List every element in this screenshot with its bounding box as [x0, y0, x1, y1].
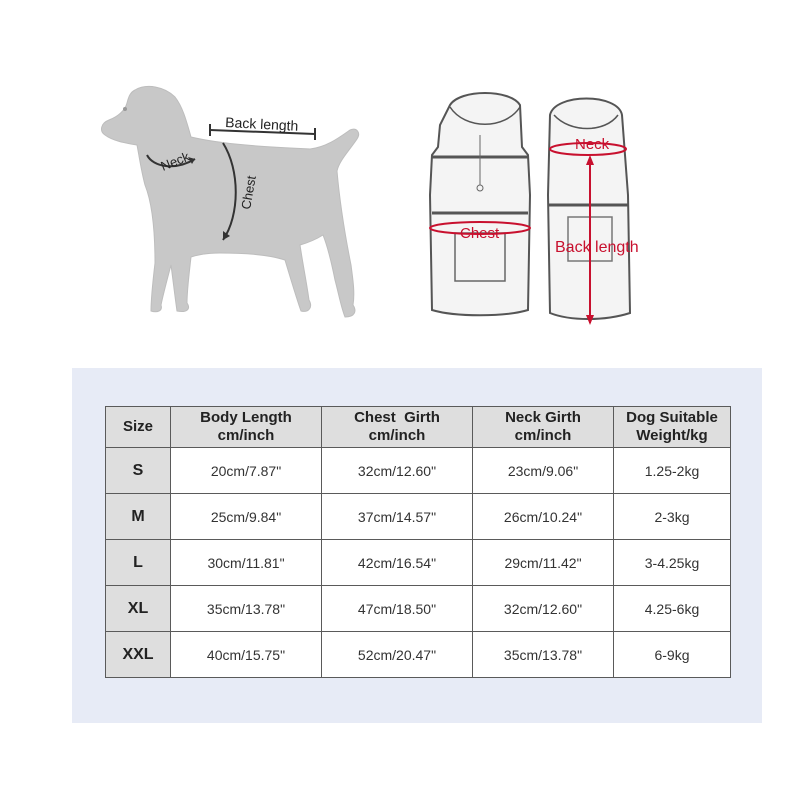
raincoat-front [430, 93, 530, 315]
body-length-cell: 25cm/9.84" [171, 494, 322, 540]
size-cell: XXL [106, 632, 171, 678]
size-cell: M [106, 494, 171, 540]
size-cell: S [106, 448, 171, 494]
coat-back-length-label: Back length [555, 239, 639, 256]
neck-girth-cell: 23cm/9.06" [473, 448, 614, 494]
header-body-length-unit: cm/inch [217, 427, 275, 444]
dog-measurement-diagram [95, 75, 385, 335]
table-row [106, 586, 731, 632]
dog-back-length-label: Back length [224, 114, 299, 134]
chest-girth-cell: 37cm/14.57" [322, 494, 473, 540]
table-row [106, 632, 731, 678]
header-chest-girth-title: Chest Girth [354, 409, 440, 426]
size-cell: XL [106, 586, 171, 632]
chest-girth-cell: 52cm/20.47" [322, 632, 473, 678]
header-size: Size [106, 407, 171, 448]
chest-girth-cell: 42cm/16.54" [322, 540, 473, 586]
dog-weight-cell: 1.25-2kg [614, 448, 731, 494]
neck-girth-cell: 26cm/10.24" [473, 494, 614, 540]
dog-weight-cell: 4.25-6kg [614, 586, 731, 632]
header-body-length-title: Body Length [200, 409, 292, 426]
header-neck-girth [473, 407, 614, 448]
dog-weight-cell: 6-9kg [614, 632, 731, 678]
table-row [106, 494, 731, 540]
neck-girth-cell: 32cm/12.60" [473, 586, 614, 632]
header-dog-weight-title: Dog Suitable [626, 409, 718, 426]
size-chart-table [105, 406, 731, 678]
dog-chest-label: Chest [238, 174, 259, 211]
dog-weight-cell: 3-4.25kg [614, 540, 731, 586]
coat-neck-label: Neck [575, 136, 610, 153]
header-neck-girth-title: Neck Girth [505, 409, 581, 426]
body-length-cell: 30cm/11.81" [171, 540, 322, 586]
neck-girth-cell: 35cm/13.78" [473, 632, 614, 678]
chest-girth-cell: 47cm/18.50" [322, 586, 473, 632]
size-cell: L [106, 540, 171, 586]
measurement-illustration [0, 0, 800, 345]
body-length-cell: 35cm/13.78" [171, 586, 322, 632]
header-body-length [171, 407, 322, 448]
neck-girth-cell: 29cm/11.42" [473, 540, 614, 586]
table-row [106, 540, 731, 586]
chest-girth-cell: 32cm/12.60" [322, 448, 473, 494]
header-dog-weight-unit: Weight/kg [636, 427, 708, 444]
body-length-cell: 40cm/15.75" [171, 632, 322, 678]
size-table-header-row [106, 407, 731, 448]
coat-back-length-arrowhead-bottom [586, 315, 594, 325]
dog-weight-cell: 2-3kg [614, 494, 731, 540]
header-dog-weight [614, 407, 731, 448]
header-chest-girth [322, 407, 473, 448]
dog-neck-label: Neck [158, 148, 192, 174]
raincoat-measurement-diagram [410, 85, 660, 330]
header-neck-girth-unit: cm/inch [514, 427, 572, 444]
coat-chest-label: Chest [460, 225, 500, 242]
body-length-cell: 20cm/7.87" [171, 448, 322, 494]
table-row [106, 448, 731, 494]
header-chest-girth-unit: cm/inch [368, 427, 426, 444]
dog-eye [123, 107, 127, 111]
